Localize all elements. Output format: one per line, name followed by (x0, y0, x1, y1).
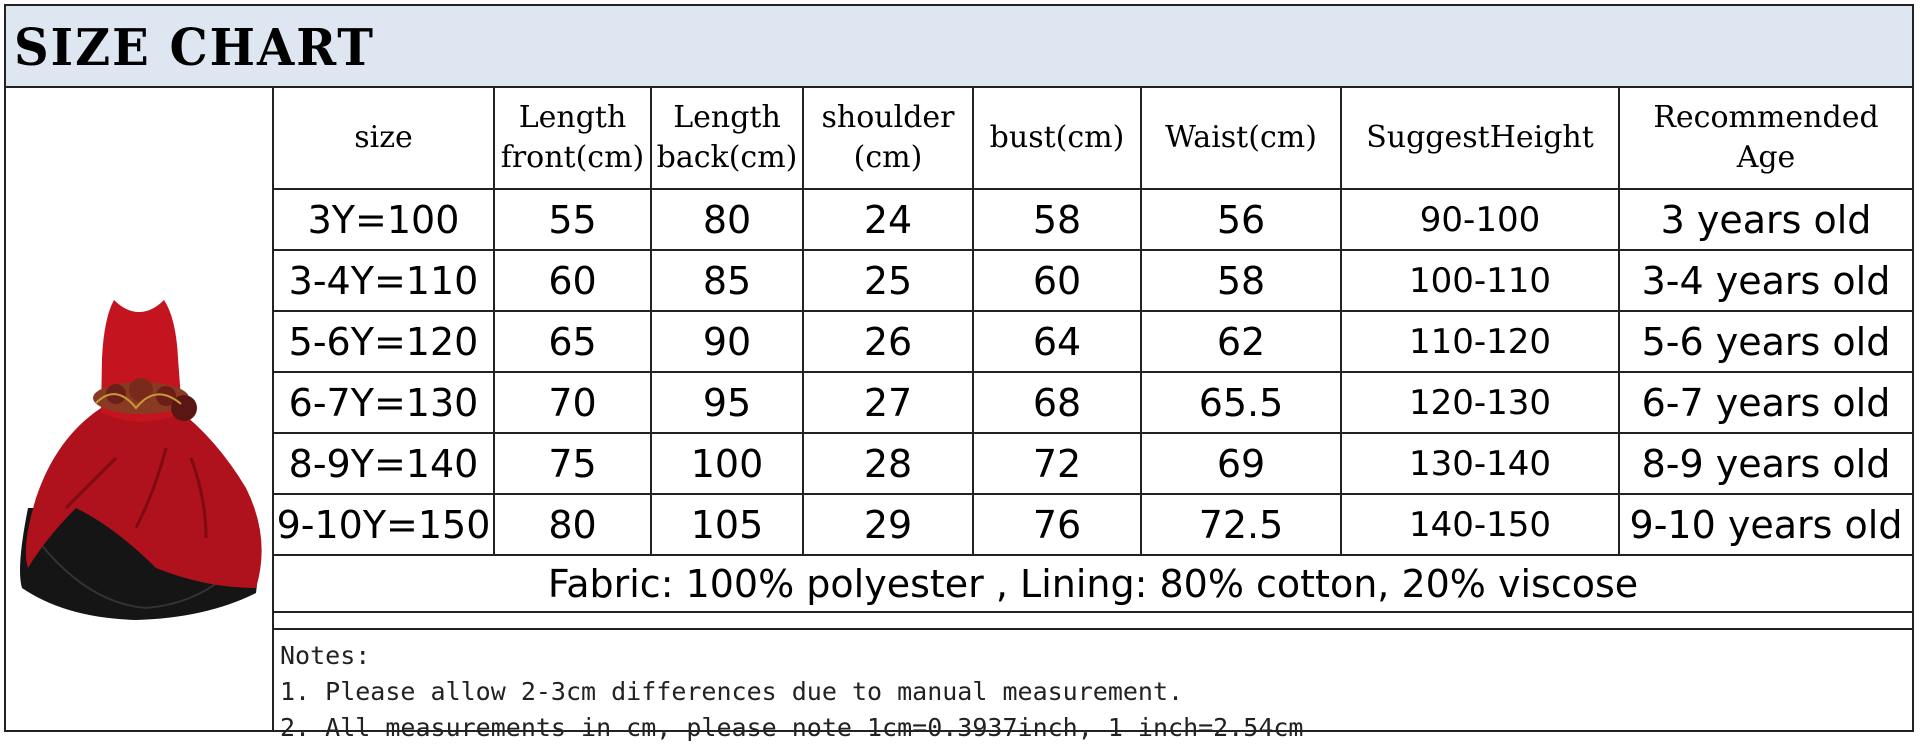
table-row (274, 494, 1912, 555)
table-row (274, 311, 1912, 372)
page-title: SIZE CHART (14, 18, 376, 78)
table-cell: 3-4 years old (1619, 250, 1912, 311)
column-header: Recommended Age (1619, 88, 1912, 189)
table-cell: 85 (651, 250, 803, 311)
table-cell: 72 (973, 433, 1141, 494)
table-cell: 80 (651, 189, 803, 250)
table-cell: 6-7Y=130 (274, 372, 494, 433)
table-cell: 27 (803, 372, 973, 433)
table-cell: 64 (973, 311, 1141, 372)
table-cell: 95 (651, 372, 803, 433)
table-cell: 29 (803, 494, 973, 555)
product-image-panel (6, 88, 274, 730)
column-header: Waist(cm) (1141, 88, 1341, 189)
table-row (274, 189, 1912, 250)
table-cell: 5-6Y=120 (274, 311, 494, 372)
table-cell: 26 (803, 311, 973, 372)
table-cell: 105 (651, 494, 803, 555)
fabric-text: Fabric: 100% polyester , Lining: 80% cotton, 20% viscose (274, 555, 1912, 612)
table-cell: 28 (803, 433, 973, 494)
table-cell: 9-10 years old (1619, 494, 1912, 555)
table-row (274, 372, 1912, 433)
column-header: bust(cm) (973, 88, 1141, 189)
table-cell: 24 (803, 189, 973, 250)
column-header: shoulder (cm) (803, 88, 973, 189)
column-header: Length back(cm) (651, 88, 803, 189)
table-cell: 58 (1141, 250, 1341, 311)
table-cell: 90 (651, 311, 803, 372)
table-cell: 3 years old (1619, 189, 1912, 250)
table-cell: 100 (651, 433, 803, 494)
size-table-area (274, 88, 1912, 742)
table-cell: 76 (973, 494, 1141, 555)
table-cell: 3Y=100 (274, 189, 494, 250)
table-cell: 75 (494, 433, 651, 494)
table-row (274, 433, 1912, 494)
note-line: 2. All measurements in cm, please note 1cm=0.3937inch, 1 inch=2.54cm (280, 713, 1304, 742)
table-cell: 8-9Y=140 (274, 433, 494, 494)
table-cell: 68 (973, 372, 1141, 433)
table-cell: 70 (494, 372, 651, 433)
table-cell: 3-4Y=110 (274, 250, 494, 311)
fabric-row (274, 555, 1912, 612)
table-cell: 110-120 (1341, 311, 1619, 372)
table-cell: 60 (494, 250, 651, 311)
table-header-row (274, 88, 1912, 189)
size-chart-frame (4, 4, 1914, 742)
table-cell: 140-150 (1341, 494, 1619, 555)
table-cell: 72.5 (1141, 494, 1341, 555)
table-cell: 56 (1141, 189, 1341, 250)
table-cell: 62 (1141, 311, 1341, 372)
table-cell: 55 (494, 189, 651, 250)
table-cell: 9-10Y=150 (274, 494, 494, 555)
table-row (274, 250, 1912, 311)
table-cell: 65.5 (1141, 372, 1341, 433)
notes-section (274, 628, 1912, 742)
table-cell: 69 (1141, 433, 1341, 494)
table-cell: 5-6 years old (1619, 311, 1912, 372)
table-cell: 60 (973, 250, 1141, 311)
table-cell: 25 (803, 250, 973, 311)
column-header: size (274, 88, 494, 189)
table-cell: 130-140 (1341, 433, 1619, 494)
size-table (274, 88, 1912, 613)
column-header: Length front(cm) (494, 88, 651, 189)
table-cell: 90-100 (1341, 189, 1619, 250)
table-cell: 8-9 years old (1619, 433, 1912, 494)
column-header: SuggestHeight (1341, 88, 1619, 189)
notes-heading: Notes: (280, 641, 371, 670)
table-cell: 58 (973, 189, 1141, 250)
header-bar (6, 6, 1912, 88)
note-line: 1. Please allow 2-3cm differences due to manual measurement. (280, 677, 1184, 706)
table-cell: 100-110 (1341, 250, 1619, 311)
table-cell: 65 (494, 311, 651, 372)
table-cell: 6-7 years old (1619, 372, 1912, 433)
table-cell: 80 (494, 494, 651, 555)
dress-image (6, 208, 274, 628)
table-cell: 120-130 (1341, 372, 1619, 433)
